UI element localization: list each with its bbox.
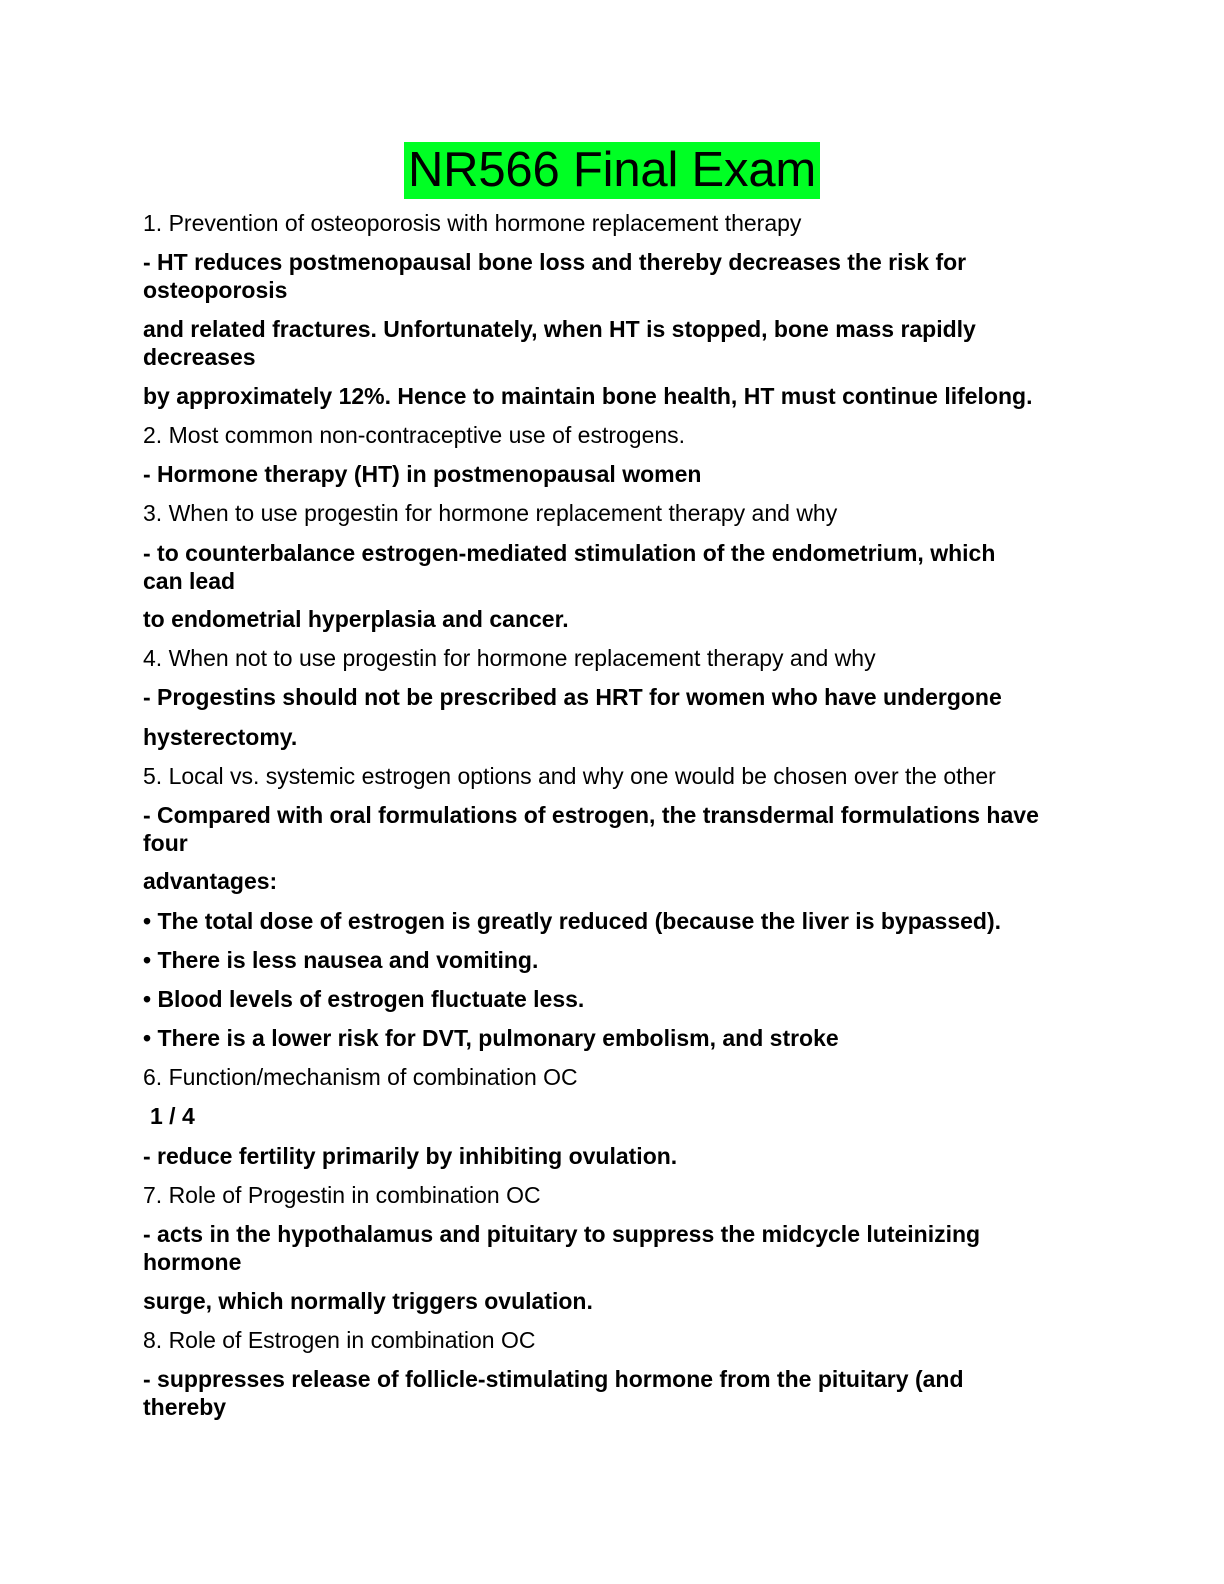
- question-8: 8. Role of Estrogen in combination OC: [143, 1327, 536, 1353]
- answer-3-line-1: - to counterbalance estrogen-mediated stimulation of the endometrium, which: [143, 540, 996, 566]
- answer-5-line-1: - Compared with oral formulations of estrogen, the transdermal formulations have: [143, 802, 1039, 828]
- answer-3-line-2: can lead: [143, 568, 236, 594]
- answer-1-line-4: decreases: [143, 344, 256, 370]
- answer-2: - Hormone therapy (HT) in postmenopausal women: [143, 461, 702, 487]
- question-6: 6. Function/mechanism of combination OC: [143, 1064, 578, 1090]
- answer-5-line-3: advantages:: [143, 868, 278, 894]
- title-container: [0, 142, 1224, 199]
- answer-5-line-2: four: [143, 830, 188, 856]
- answer-8-line-1: - suppresses release of follicle-stimulating hormone from the pituitary (and: [143, 1366, 964, 1392]
- answer-4-line-1: - Progestins should not be prescribed as HRT for women who have undergone: [143, 684, 1002, 710]
- answer-7-line-3: surge, which normally triggers ovulation.: [143, 1288, 593, 1314]
- answer-5-bullet-4: • There is a lower risk for DVT, pulmonary embolism, and stroke: [143, 1025, 839, 1051]
- question-3: 3. When to use progestin for hormone replacement therapy and why: [143, 500, 838, 526]
- question-5: 5. Local vs. systemic estrogen options and why one would be chosen over the other: [143, 763, 996, 789]
- answer-1-line-5: by approximately 12%. Hence to maintain bone health, HT must continue lifelong.: [143, 383, 1033, 409]
- answer-6: - reduce fertility primarily by inhibiting ovulation.: [143, 1143, 678, 1169]
- answer-7-line-1: - acts in the hypothalamus and pituitary to suppress the midcycle luteinizing: [143, 1221, 981, 1247]
- page-number: 1 / 4: [150, 1103, 195, 1129]
- answer-1-line-2: osteoporosis: [143, 277, 288, 303]
- answer-7-line-2: hormone: [143, 1249, 242, 1275]
- answer-4-line-2: hysterectomy.: [143, 724, 298, 750]
- answer-5-bullet-1: • The total dose of estrogen is greatly reduced (because the liver is bypassed).: [143, 908, 1002, 934]
- question-1: 1. Prevention of osteoporosis with hormone replacement therapy: [143, 210, 802, 236]
- answer-5-bullet-2: • There is less nausea and vomiting.: [143, 947, 539, 973]
- question-4: 4. When not to use progestin for hormone replacement therapy and why: [143, 645, 876, 671]
- answer-1-line-1: - HT reduces postmenopausal bone loss and thereby decreases the risk for: [143, 249, 967, 275]
- answer-8-line-2: thereby: [143, 1394, 227, 1420]
- answer-3-line-3: to endometrial hyperplasia and cancer.: [143, 606, 569, 632]
- question-2: 2. Most common non-contraceptive use of estrogens.: [143, 422, 686, 448]
- answer-1-line-3: and related fractures. Unfortunately, when HT is stopped, bone mass rapidly: [143, 316, 976, 342]
- answer-5-bullet-3: • Blood levels of estrogen fluctuate less.: [143, 986, 585, 1012]
- document-title: NR566 Final Exam: [404, 142, 820, 199]
- question-7: 7. Role of Progestin in combination OC: [143, 1182, 541, 1208]
